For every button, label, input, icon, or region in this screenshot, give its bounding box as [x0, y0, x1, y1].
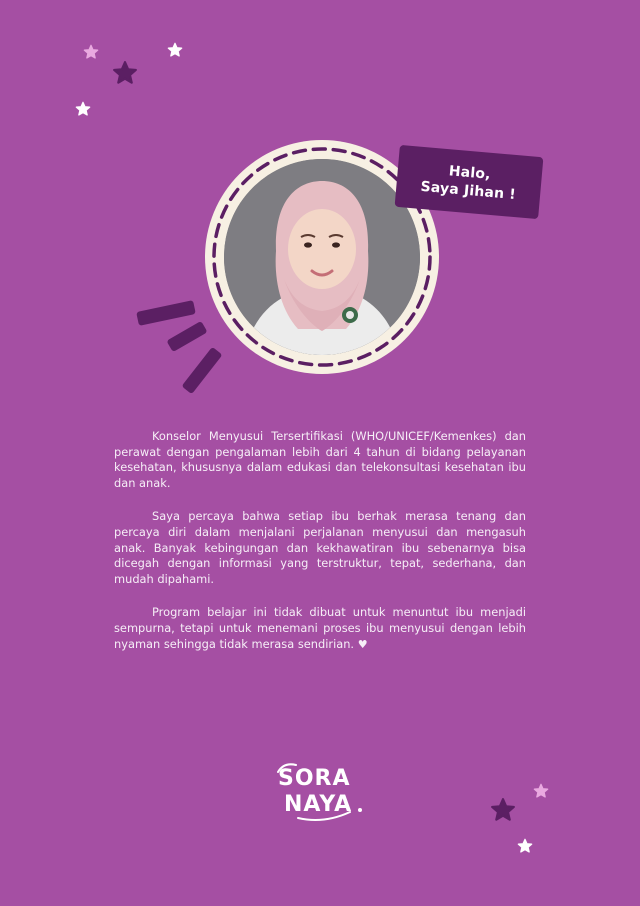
- soranaya-logo: [274, 762, 366, 822]
- bio-text: [114, 429, 526, 670]
- logo-text-line-1: SORA: [278, 766, 351, 791]
- burst-line: [136, 300, 196, 326]
- burst-line: [166, 321, 207, 352]
- white-star-icon: [75, 101, 91, 117]
- pink-star-icon: [83, 44, 99, 60]
- heart-icon: ♥: [357, 637, 368, 651]
- dark-star-icon: [490, 797, 516, 823]
- logo-text-line-2: NAYA: [284, 792, 353, 817]
- greeting-line-2: Saya Jihan !: [419, 178, 517, 204]
- greeting-line-1: Halo,: [448, 163, 492, 183]
- greeting-tag: [395, 145, 544, 219]
- pink-star-icon: [533, 783, 549, 799]
- bio-paragraph: Konselor Menyusui Tersertifikasi (WHO/UNICEF/Kemenkes) dan perawat dengan pengalaman lebih dari 4 tahun di bidang pelayanan kesehatan, khususnya dalam edukasi dan telekonsultasi kesehatan ibu dan anak.: [114, 429, 526, 490]
- bio-paragraph: Program belajar ini tidak dibuat untuk menuntut ibu menjadi sempurna, tetapi untuk menemani proses ibu menyusui dengan lebih nyaman sehingga tidak merasa sendirian. ♥: [114, 605, 526, 651]
- bio-paragraph: Saya percaya bahwa setiap ibu berhak merasa tenang dan percaya diri dalam menjalani perjalanan menyusui dan mengasuh anak. Banyak kebingungan dan kekhawatiran ibu sebenarnya bisa dicegah dengan informasi yang terstruktur, tepat, sederhana, dan mudah dipahami.: [114, 509, 526, 586]
- white-star-icon: [167, 42, 183, 58]
- dark-star-icon: [111, 60, 139, 86]
- white-star-icon: [517, 838, 533, 854]
